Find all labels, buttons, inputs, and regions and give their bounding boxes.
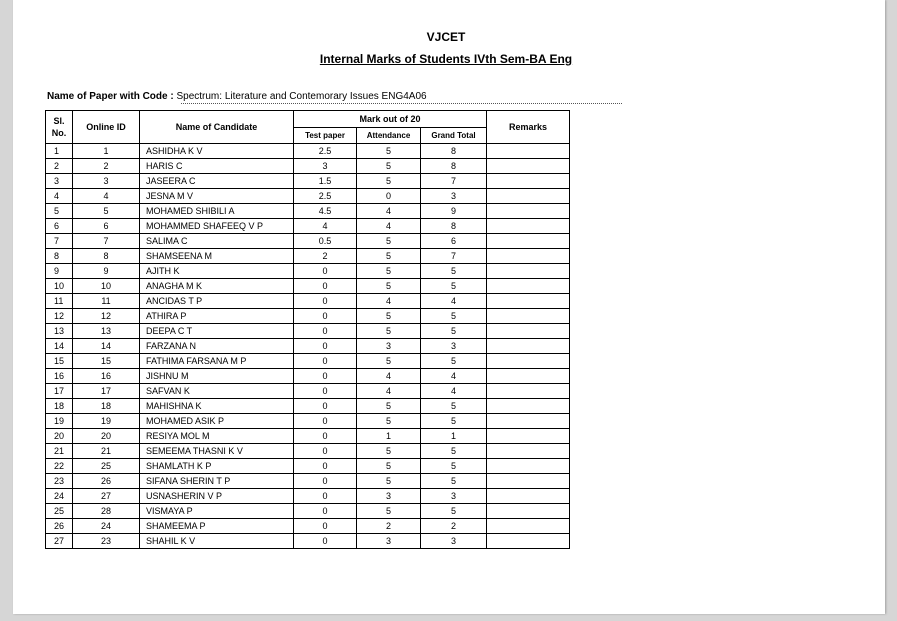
attendance-cell: 4 — [357, 204, 421, 219]
viewer-background-left — [0, 0, 13, 621]
candidate-name-cell: SHAHIL K V — [140, 534, 294, 549]
sl-cell: 27 — [46, 534, 73, 549]
col-header-name: Name of Candidate — [140, 111, 294, 144]
remarks-cell — [487, 219, 570, 234]
attendance-cell: 5 — [357, 309, 421, 324]
table-row — [46, 414, 570, 429]
viewer-scrollbar-area[interactable] — [885, 0, 897, 621]
attendance-cell: 5 — [357, 279, 421, 294]
online-id-cell: 27 — [73, 489, 140, 504]
sl-cell: 8 — [46, 249, 73, 264]
test-paper-cell: 0 — [294, 504, 357, 519]
sl-cell: 21 — [46, 444, 73, 459]
attendance-cell: 4 — [357, 384, 421, 399]
remarks-cell — [487, 519, 570, 534]
remarks-cell — [487, 309, 570, 324]
table-row — [46, 354, 570, 369]
online-id-cell: 5 — [73, 204, 140, 219]
table-row — [46, 264, 570, 279]
grand-total-cell: 5 — [421, 504, 487, 519]
table-row — [46, 249, 570, 264]
grand-total-cell: 4 — [421, 294, 487, 309]
remarks-cell — [487, 189, 570, 204]
online-id-cell: 7 — [73, 234, 140, 249]
online-id-cell: 15 — [73, 354, 140, 369]
attendance-cell: 5 — [357, 174, 421, 189]
sl-cell: 5 — [46, 204, 73, 219]
candidate-name-cell: MAHISHNA K — [140, 399, 294, 414]
sl-cell: 14 — [46, 339, 73, 354]
test-paper-cell: 0 — [294, 429, 357, 444]
remarks-cell — [487, 384, 570, 399]
candidate-name-cell: USNASHERIN V P — [140, 489, 294, 504]
col-header-sl-no: Sl. No. — [46, 111, 73, 144]
table-row — [46, 189, 570, 204]
grand-total-cell: 3 — [421, 339, 487, 354]
remarks-cell — [487, 174, 570, 189]
attendance-cell: 1 — [357, 429, 421, 444]
remarks-cell — [487, 279, 570, 294]
test-paper-cell: 0 — [294, 369, 357, 384]
candidate-name-cell: HARIS C — [140, 159, 294, 174]
test-paper-cell: 2.5 — [294, 144, 357, 159]
table-row — [46, 219, 570, 234]
sl-cell: 10 — [46, 279, 73, 294]
sl-cell: 15 — [46, 354, 73, 369]
attendance-cell: 5 — [357, 249, 421, 264]
test-paper-cell: 0 — [294, 294, 357, 309]
grand-total-cell: 5 — [421, 399, 487, 414]
remarks-cell — [487, 414, 570, 429]
candidate-name-cell: SEMEEMA THASNI K V — [140, 444, 294, 459]
attendance-cell: 5 — [357, 444, 421, 459]
candidate-name-cell: FARZANA N — [140, 339, 294, 354]
grand-total-cell: 5 — [421, 324, 487, 339]
grand-total-cell: 8 — [421, 159, 487, 174]
col-header-mark-group: Mark out of 20 — [294, 111, 487, 128]
online-id-cell: 20 — [73, 429, 140, 444]
remarks-cell — [487, 234, 570, 249]
sl-cell: 24 — [46, 489, 73, 504]
remarks-cell — [487, 159, 570, 174]
col-header-attendance: Attendance — [357, 128, 421, 144]
online-id-cell: 18 — [73, 399, 140, 414]
sl-cell: 20 — [46, 429, 73, 444]
test-paper-cell: 0.5 — [294, 234, 357, 249]
sl-cell: 22 — [46, 459, 73, 474]
grand-total-cell: 2 — [421, 519, 487, 534]
online-id-cell: 25 — [73, 459, 140, 474]
test-paper-cell: 0 — [294, 519, 357, 534]
sl-cell: 19 — [46, 414, 73, 429]
online-id-cell: 16 — [73, 369, 140, 384]
grand-total-cell: 9 — [421, 204, 487, 219]
candidate-name-cell: SHAMLATH K P — [140, 459, 294, 474]
candidate-name-cell: JASEERA C — [140, 174, 294, 189]
grand-total-cell: 5 — [421, 414, 487, 429]
remarks-cell — [487, 249, 570, 264]
attendance-cell: 5 — [357, 144, 421, 159]
test-paper-cell: 0 — [294, 309, 357, 324]
candidate-name-cell: SALIMA C — [140, 234, 294, 249]
candidate-name-cell: DEEPA C T — [140, 324, 294, 339]
test-paper-cell: 0 — [294, 384, 357, 399]
candidate-name-cell: JESNA M V — [140, 189, 294, 204]
online-id-cell: 10 — [73, 279, 140, 294]
online-id-cell: 26 — [73, 474, 140, 489]
attendance-cell: 5 — [357, 234, 421, 249]
sl-cell: 25 — [46, 504, 73, 519]
table-row — [46, 534, 570, 549]
candidate-name-cell: SIFANA SHERIN T P — [140, 474, 294, 489]
grand-total-cell: 5 — [421, 474, 487, 489]
attendance-cell: 5 — [357, 504, 421, 519]
test-paper-cell: 0 — [294, 354, 357, 369]
table-row — [46, 144, 570, 159]
grand-total-cell: 1 — [421, 429, 487, 444]
test-paper-cell: 1.5 — [294, 174, 357, 189]
grand-total-cell: 8 — [421, 219, 487, 234]
candidate-name-cell: ANAGHA M K — [140, 279, 294, 294]
grand-total-cell: 5 — [421, 459, 487, 474]
remarks-cell — [487, 144, 570, 159]
attendance-cell: 2 — [357, 519, 421, 534]
table-row — [46, 504, 570, 519]
sl-cell: 17 — [46, 384, 73, 399]
sl-cell: 18 — [46, 399, 73, 414]
candidate-name-cell: SHAMSEENA M — [140, 249, 294, 264]
table-row — [46, 159, 570, 174]
candidate-name-cell: AJITH K — [140, 264, 294, 279]
online-id-cell: 19 — [73, 414, 140, 429]
candidate-name-cell: SAFVAN K — [140, 384, 294, 399]
candidate-name-cell: VISMAYA P — [140, 504, 294, 519]
grand-total-cell: 8 — [421, 144, 487, 159]
test-paper-cell: 0 — [294, 489, 357, 504]
remarks-cell — [487, 399, 570, 414]
sl-cell: 26 — [46, 519, 73, 534]
test-paper-cell: 0 — [294, 444, 357, 459]
candidate-name-cell: ANCIDAS T P — [140, 294, 294, 309]
sl-cell: 4 — [46, 189, 73, 204]
test-paper-cell: 0 — [294, 399, 357, 414]
table-row — [46, 309, 570, 324]
grand-total-cell: 7 — [421, 249, 487, 264]
paper-name-line — [47, 91, 622, 104]
candidate-name-cell: ATHIRA P — [140, 309, 294, 324]
online-id-cell: 13 — [73, 324, 140, 339]
table-row — [46, 204, 570, 219]
sl-cell: 9 — [46, 264, 73, 279]
test-paper-cell: 0 — [294, 534, 357, 549]
remarks-cell — [487, 369, 570, 384]
table-row — [46, 489, 570, 504]
test-paper-cell: 0 — [294, 414, 357, 429]
grand-total-cell: 4 — [421, 369, 487, 384]
online-id-cell: 23 — [73, 534, 140, 549]
remarks-cell — [487, 204, 570, 219]
document-title-text: Internal Marks of Students IVth Sem-BA Eng — [319, 52, 573, 66]
col-header-grand-total: Grand Total — [421, 128, 487, 144]
grand-total-cell: 4 — [421, 384, 487, 399]
col-header-remarks: Remarks — [487, 111, 570, 144]
remarks-cell — [487, 444, 570, 459]
online-id-cell: 1 — [73, 144, 140, 159]
sl-cell: 23 — [46, 474, 73, 489]
remarks-cell — [487, 489, 570, 504]
attendance-cell: 5 — [357, 324, 421, 339]
attendance-cell: 0 — [357, 189, 421, 204]
table-row — [46, 369, 570, 384]
test-paper-cell: 0 — [294, 339, 357, 354]
remarks-cell — [487, 264, 570, 279]
candidate-name-cell: RESIYA MOL M — [140, 429, 294, 444]
test-paper-cell: 0 — [294, 324, 357, 339]
online-id-cell: 4 — [73, 189, 140, 204]
table-row — [46, 294, 570, 309]
online-id-cell: 28 — [73, 504, 140, 519]
grand-total-cell: 3 — [421, 189, 487, 204]
col-header-test-paper: Test paper — [294, 128, 357, 144]
remarks-cell — [487, 474, 570, 489]
test-paper-cell: 0 — [294, 459, 357, 474]
sl-cell: 16 — [46, 369, 73, 384]
attendance-cell: 5 — [357, 264, 421, 279]
sl-cell: 11 — [46, 294, 73, 309]
marks-table-body — [46, 144, 570, 549]
grand-total-cell: 3 — [421, 534, 487, 549]
grand-total-cell: 5 — [421, 309, 487, 324]
candidate-name-cell: MOHAMED SHIBILI A — [140, 204, 294, 219]
online-id-cell: 9 — [73, 264, 140, 279]
remarks-cell — [487, 504, 570, 519]
test-paper-cell: 0 — [294, 279, 357, 294]
candidate-name-cell: FATHIMA FARSANA M P — [140, 354, 294, 369]
online-id-cell: 17 — [73, 384, 140, 399]
test-paper-cell: 3 — [294, 159, 357, 174]
sl-cell: 6 — [46, 219, 73, 234]
test-paper-cell: 2.5 — [294, 189, 357, 204]
grand-total-cell: 5 — [421, 354, 487, 369]
sl-cell: 1 — [46, 144, 73, 159]
attendance-cell: 3 — [357, 489, 421, 504]
table-row — [46, 384, 570, 399]
attendance-cell: 4 — [357, 219, 421, 234]
remarks-cell — [487, 459, 570, 474]
grand-total-cell: 5 — [421, 444, 487, 459]
test-paper-cell: 2 — [294, 249, 357, 264]
table-header-row — [46, 111, 570, 128]
table-row — [46, 174, 570, 189]
grand-total-cell: 7 — [421, 174, 487, 189]
paper-name-label: Name of Paper with Code : — [47, 91, 174, 102]
remarks-cell — [487, 339, 570, 354]
remarks-cell — [487, 429, 570, 444]
grand-total-cell: 3 — [421, 489, 487, 504]
sl-cell: 12 — [46, 309, 73, 324]
online-id-cell: 2 — [73, 159, 140, 174]
college-name: VJCET — [426, 30, 466, 44]
grand-total-cell: 5 — [421, 264, 487, 279]
document-title — [0, 52, 892, 66]
candidate-name-cell: MOHAMMED SHAFEEQ V P — [140, 219, 294, 234]
test-paper-cell: 4 — [294, 219, 357, 234]
table-row — [46, 429, 570, 444]
test-paper-cell: 0 — [294, 474, 357, 489]
attendance-cell: 5 — [357, 399, 421, 414]
marks-table — [45, 110, 570, 549]
online-id-cell: 8 — [73, 249, 140, 264]
sl-cell: 3 — [46, 174, 73, 189]
table-row — [46, 459, 570, 474]
viewer-background-bottom — [0, 614, 897, 621]
paper-name-value: Spectrum: Literature and Contemorary Issues ENG4A06 — [176, 91, 427, 102]
online-id-cell: 6 — [73, 219, 140, 234]
attendance-cell: 5 — [357, 354, 421, 369]
candidate-name-cell: JISHNU M — [140, 369, 294, 384]
online-id-cell: 3 — [73, 174, 140, 189]
attendance-cell: 4 — [357, 294, 421, 309]
test-paper-cell: 4.5 — [294, 204, 357, 219]
attendance-cell: 5 — [357, 459, 421, 474]
attendance-cell: 3 — [357, 339, 421, 354]
remarks-cell — [487, 354, 570, 369]
table-row — [46, 399, 570, 414]
grand-total-cell: 6 — [421, 234, 487, 249]
test-paper-cell: 0 — [294, 264, 357, 279]
online-id-cell: 12 — [73, 309, 140, 324]
online-id-cell: 11 — [73, 294, 140, 309]
table-row — [46, 339, 570, 354]
online-id-cell: 21 — [73, 444, 140, 459]
candidate-name-cell: MOHAMED ASIK P — [140, 414, 294, 429]
table-row — [46, 324, 570, 339]
col-header-online-id: Online ID — [73, 111, 140, 144]
grand-total-cell: 5 — [421, 279, 487, 294]
sl-cell: 7 — [46, 234, 73, 249]
sl-cell: 13 — [46, 324, 73, 339]
remarks-cell — [487, 534, 570, 549]
candidate-name-cell: SHAMEEMA P — [140, 519, 294, 534]
table-row — [46, 519, 570, 534]
attendance-cell: 4 — [357, 369, 421, 384]
remarks-cell — [487, 324, 570, 339]
attendance-cell: 3 — [357, 534, 421, 549]
online-id-cell: 14 — [73, 339, 140, 354]
candidate-name-cell: ASHIDHA K V — [140, 144, 294, 159]
online-id-cell: 24 — [73, 519, 140, 534]
table-row — [46, 234, 570, 249]
remarks-cell — [487, 294, 570, 309]
sl-cell: 2 — [46, 159, 73, 174]
table-row — [46, 444, 570, 459]
attendance-cell: 5 — [357, 474, 421, 489]
attendance-cell: 5 — [357, 159, 421, 174]
table-row — [46, 474, 570, 489]
dotted-underline — [181, 103, 622, 104]
attendance-cell: 5 — [357, 414, 421, 429]
table-row — [46, 279, 570, 294]
